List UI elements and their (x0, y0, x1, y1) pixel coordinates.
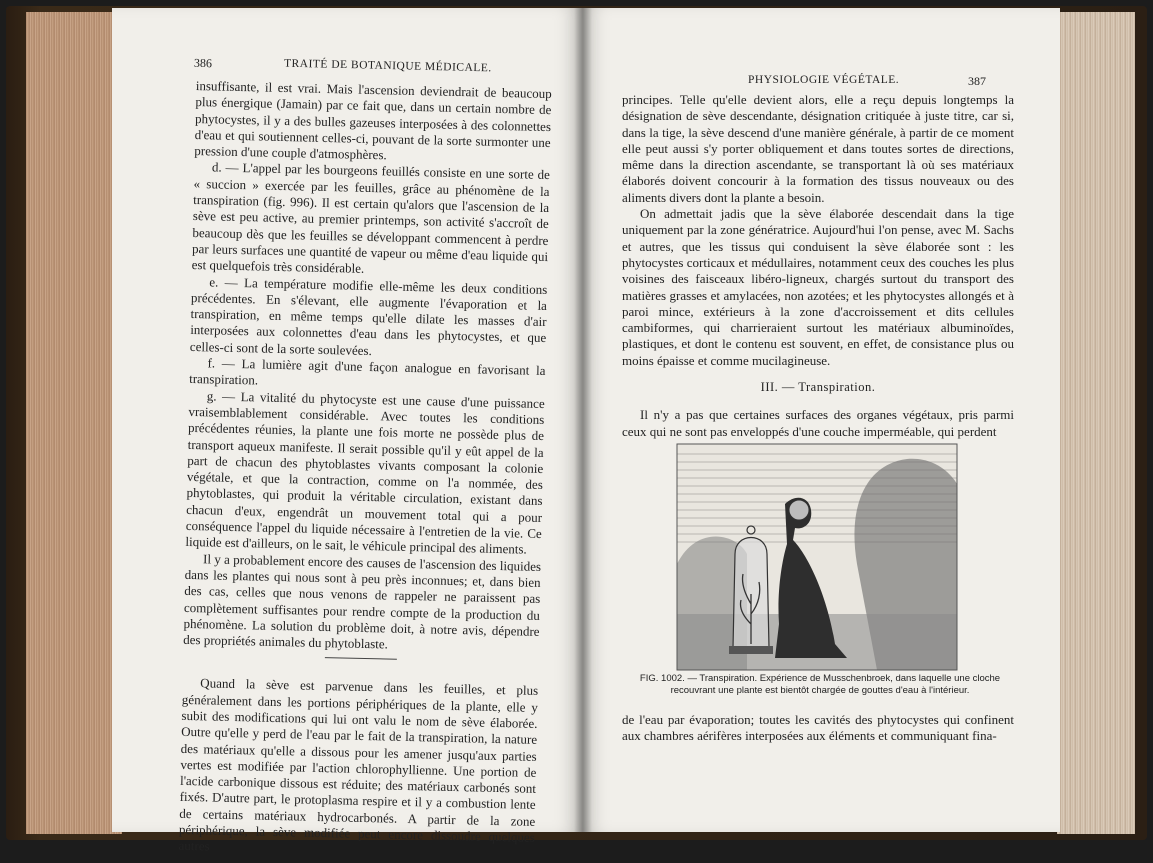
left-page-edges (26, 12, 122, 834)
right-text-bottom (622, 712, 1014, 745)
left-paragraph-5: g. — La vitalité du phytocyste est une cause d'une puissance vraisemblablement considérable. Avec toutes les conditions précédentes réunies, la plante une fois morte ne possède plus de transport aqueux manifeste. Il serait possible qu'il y eût appel de la part de chacun des phytoblastes vivants composant la colonie végétale, et que la contraction, comme on l'a nommée, des phytoblastes, qui produit la véritable circulation, existant dans chacun d'eux, engendrât un mouvement total qui a pour conséquence l'appel du liquide nécessaire à l'entretien de la vie. Ce liquide est d'ailleurs, on le sait, le véhicule principal des aliments. (185, 387, 545, 557)
jar-base (729, 646, 773, 654)
right-paragraph-2: On admettait jadis que la sève élaborée descendait dans la tige uniquement par la zone génératrice. Aujourd'hui l'on pense, avec M. Sachs et autres, que les tissus qui conduisent la sève élaborée sont : les phytocystes corticaux et médullaires, notamment ceux des couches les plus voisines des faisceaux libéro-ligneux, chargés surtout du transport des matières grasses et amylacées, non azotées; et les phytocystes allongés et à paroi mince, extérieurs à la zone d'accroissement et dits cellules cambiformes, qui charrieraient surtout les matériaux albuminoïdes, plastiques, et dont le contenu est souvent, en effet, de consistance plus ou moins épaisse et comme mucilagineuse. (622, 206, 1014, 368)
separator-rule (325, 657, 397, 660)
left-page-number: 386 (193, 55, 213, 71)
right-paragraph-4: de l'eau par évaporation; toutes les cavités des phytocystes qui confinent aux chambres aérifères interposées aux éléments et communiquant fina- (622, 712, 1014, 744)
left-paragraph-1: insuffisante, il est vrai. Mais l'ascension deviendrait de beaucoup plus énergique (Jamain) par ce fait que, dans un certain nombre de phytocystes, il y a des bulles gazeuses interposées à des colonnettes d'eau et qui soutiennent celles-ci, pouvant de la sorte surmonter une pression d'une couple d'atmosphères. (194, 78, 552, 163)
left-paragraph-7: Quand la sève est parvenue dans les feuilles, et plus généralement dans les portions périphériques de la plante, elle y subit des modifications qui lui ont valu le nom de sève élaborée. Outre qu'elle y perd de l'eau par le fait de la transpiration, la nature des matériaux qu'elle a dissous pour les amener jusqu'aux parties vertes est modifiée par l'action chlorophyllienne. Une portion de l'acide carbonique dissous est réduite; des matériaux carbonés sont fixés. D'autre part, le protoplasma respire et il y a combustion lente de certains matériaux hydrocarbonés. A partir de la zone périphérique, la sève modifiée peut encore dissoudre quelques autres (178, 675, 539, 854)
left-paragraph-3: e. — La température modifie elle-même les deux conditions précédentes. En s'élevant, elle augmente l'évaporation et la transpiration, en même temps qu'elle dilate les masses d'air interposées aux colonnettes d'eau dans les phytocystes, et que celles-ci sont de la sorte soulevées. (189, 273, 548, 358)
right-running-head: PHYSIOLOGIE VÉGÉTALE. (748, 74, 900, 86)
right-paragraph-3: Il n'y a pas que certaines surfaces des organes végétaux, pris parmi ceux qui ne sont pas enveloppés d'une couche imperméable, qui perdent (622, 407, 1014, 439)
left-paragraph-2: d. — L'appel par les bourgeons feuillés consiste en une sorte de « succion » exercée par les feuilles, grâce au phénomène de la transpiration (fig. 996). Il est certain qu'alors que l'ascension de la sève est peu active, au premier printemps, son activité s'accroît de beaucoup dès que les feuilles se développant commencent à perdre par leurs surfaces une quantité de vapeur ou même d'eau liquide qui est quelquefois très considérable. (191, 159, 551, 277)
person-head (789, 500, 809, 520)
left-paragraph-4: f. — La lumière agit d'une façon analogue en favorisant la transpiration. (189, 355, 546, 388)
left-running-head: TRAITÉ DE BOTANIQUE MÉDICALE. (283, 57, 492, 75)
book-gutter (574, 8, 592, 832)
right-page-edges (1057, 12, 1135, 834)
right-text-top (622, 92, 1014, 440)
left-page (112, 8, 582, 854)
left-paragraph-6: Il y a probablement encore des causes de l'ascension des liquides dans les plantes qui nous sont à peu près inconnues; et, dans bien des cas, celles que nous venons de rappeler ne paraissent pas complètement suffisantes pour rendre compte de la production du phénomène. La solution du problème doit, à notre avis, dépendre des propriétés animales du phytoblaste. (183, 550, 542, 652)
right-paragraph-1: principes. Telle qu'elle devient alors, elle a reçu depuis longtemps la désignation de sève descendante, désignation critiquée à juste titre, car si, dans la tige, la sève descend d'une manière générale, à partir de ce moment elle peut aussi s'y porter obliquement et dans toutes sortes de directions, même dans la direction ascendante, se transportant là où ses matériaux élaborés doivent concourir à la formation des tissus nouveaux ou des aliments divers dont la plante a besoin. (622, 92, 1014, 205)
left-text-block (178, 78, 552, 863)
section-title: III. — Transpiration. (760, 380, 876, 395)
right-page-number: 387 (968, 74, 986, 88)
figure-caption: FIG. 1002. — Transpiration. Expérience de Musschenbroek, dans laquelle une cloche recouvrant une plante est bientôt chargée de gouttes d'eau à l'intérieur. (639, 673, 1001, 696)
figure-engraving (677, 444, 957, 670)
right-page (582, 8, 1060, 832)
